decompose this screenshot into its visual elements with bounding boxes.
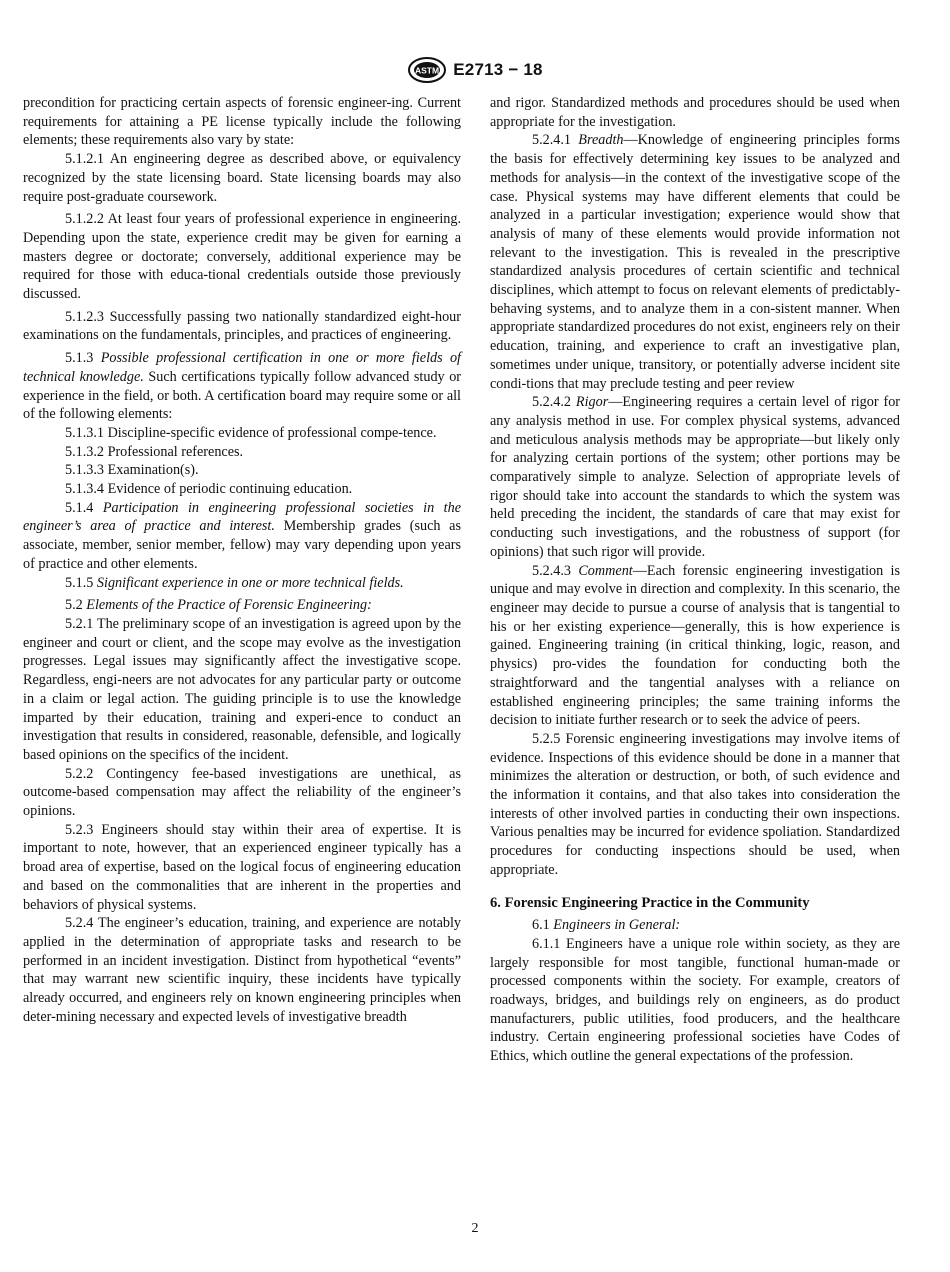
- paragraph-6-1: 6.1 Engineers in General:: [532, 917, 681, 934]
- heading-6-1: Engineers in General:: [553, 917, 681, 934]
- page-header: [0, 56, 950, 84]
- paragraph: precondition for practicing certain aspects of forensic engineer-ing. Current requirements for attaining a PE license typically include the following elements; these requirements also vary by state:: [23, 95, 461, 149]
- paragraph-5-1-3-4: 5.1.3.4 Evidence of periodic continuing education.: [65, 481, 353, 498]
- paragraph-5-2-4: 5.2.4 The engineer’s education, training, and experience are notably applied in the determination of appropriate tasks and research to be performed in an incident investigation. Distinct from hypothetical “events” that may warrant new scientific inquiry, these incidents have typically already occurred, and engineers rely on known engineering principles when deter-mining necessary and expected levels of investigative breadth: [23, 915, 461, 1025]
- paragraph-5-1-5: 5.1.5 Significant experience in one or more technical fields.: [65, 574, 404, 591]
- paragraph-5-1-2-2: 5.1.2.2 At least four years of professional experience in engineering. Depending upon the state, experience credit may be given for earning a masters degree or doctorate; conversely, additional experience may be required for those with educa-tional credentials outside those previously discussed.: [23, 211, 461, 303]
- paragraph-5-2-5: 5.2.5 Forensic engineering investigations may involve items of evidence. Inspections of this evidence should be done in a manner that minimizes the alteration or destruction, or both, of such evidence and the information it contains, and that also takes into consideration the interests of other involved parties in conducting their own inspections. Various penalties may be incurred for evidence spoliation. Standardized procedures for conducting inspections should be used, when appropriate.: [490, 730, 900, 878]
- heading-breadth: Breadth: [578, 132, 624, 149]
- paragraph-5-2-4-1: 5.2.4.1 Breadth—Knowledge of engineering principles forms the basis for effectively determining key issues to be analyzed and methods for analysis—in the context of the investigative scope of the case. Physical systems may have different elements that could be analyzed in a particular investigation; experience would show that analysis of many of these elements would provide information not relevant to the investigation. This is revealed in the prescriptive standardized analysis procedures of certain scientific and technical disciplines, which attempt to focus on relevant elements of predictably-behaving systems, and to analyze them in a con-sistent manner. When appropriate standardized procedures do not exist, engineers rely on their education, training, and experience to craft an investigative plan, sometimes under unique, transitory, or potentially adverse incident site condi-tions that may preclude testing and peer review: [490, 132, 900, 392]
- paragraph-5-1-2-3: 5.1.2.3 Successfully passing two nationally standardized eight-hour examinations on the fundamentals, principles, and practices of engineering.: [23, 308, 461, 344]
- section-heading: 6. Forensic Engineering Practice in the Community: [490, 894, 810, 911]
- heading-comment: Comment: [578, 562, 633, 579]
- paragraph-5-2-2: 5.2.2 Contingency fee-based investigations are unethical, as outcome-based compensation may affect the reliability of the engineer’s opinions.: [23, 765, 461, 820]
- paragraph-5-2: 5.2 Elements of the Practice of Forensic Engineering:: [65, 597, 372, 614]
- paragraph-5-2-1: 5.2.1 The preliminary scope of an investigation is agreed upon by the engineer and court or client, and the scope may evolve as the investigation progresses. Legal issues may significantly affect the investigative scope. Regardless, engi-neers are not advocates for any particular party or outcome in a claim or legal action. The guiding principle is to use the knowledge imparted by their education, training and experi-ence to conduct an investigation that results in considered, reasonable, defensible, and logically based opinions on the specifics of the incident.: [23, 615, 461, 763]
- paragraph: and rigor. Standardized methods and procedures should be used when appropriate for the investigation.: [490, 95, 900, 130]
- heading-5-2: Elements of the Practice of Forensic Engineering:: [86, 597, 372, 614]
- page-number: 2: [471, 1221, 479, 1236]
- logo-text: ASTM: [415, 65, 440, 76]
- right-column: [490, 94, 900, 1066]
- left-column: [23, 94, 461, 1026]
- paragraph-5-1-2-1: 5.1.2.1 An engineering degree as described above, or equivalency recognized by the state licensing board. State licensing boards may also require post-graduate coursework.: [23, 151, 461, 205]
- paragraph-5-2-3: 5.2.3 Engineers should stay within their area of expertise. It is important to note, however, that an experienced engineer typically has a broad area of expertise, based on the logical focus of engineering education and based on the commonalities that are inherent in the properties and behaviors of physical systems.: [23, 821, 461, 913]
- heading-5-1-3: Possible professional certification in one or more fields of technical knowledge.: [23, 350, 462, 385]
- paragraph-5-1-3-1: 5.1.3.1 Discipline-specific evidence of professional compe-tence.: [65, 424, 437, 441]
- paragraph-5-1-4: 5.1.4 Participation in engineering professional societies in the engineer’s area of practice and interest. Membership grades (such as associate, member, senior member, fellow) may vary depending upon years of practice and other elements.: [23, 499, 462, 572]
- paragraph-5-2-4-2: 5.2.4.2 Rigor—Engineering requires a certain level of rigor for any analysis method in use. For complex physical systems, advanced and meticulous analysis methods may be appropriate—but likely only for analyzing certain portions of the system; other portions may be comparatively simple to analyze. Selection of appropriate levels of rigor should take into account the standards to which the system was held preceding the incident, the standards of care that may exist for conducting such investigations, and the robustness of support (for opinions) that such rigor will provide.: [490, 394, 901, 560]
- heading-5-1-4: Participation in engineering professional societies in the engineer’s area of practice and interest.: [23, 499, 462, 535]
- paragraph-5-2-4-3: 5.2.4.3 Comment—Each forensic engineering investigation is unique and may evolve in direction and complexity. In this scenario, the engineer may decide to pursue a course of analysis that is tangential to his or her existing experience—generally, this is how experience is gained. Engineering training (in critical thinking, logic, reason, and physics) pro-vides the foundation for conducting both the straightforward and the tangential analyses with a reliance on established engineering principles; the same training informs the decision to initiate further research or to seek the advice of peers.: [490, 562, 900, 729]
- standard-designation: E2713 − 18: [453, 60, 543, 79]
- heading-rigor: Rigor: [575, 394, 609, 411]
- paragraph-5-1-3-3: 5.1.3.3 Examination(s).: [65, 462, 199, 479]
- paragraph-6-1-1: 6.1.1 Engineers have a unique role within society, as they are largely responsible for most tangible, functional human-made or processed components within the society. For example, creators of roadways, bridges, and buildings rely on engineers, as do product manufacturers, public utilities, food producers, and the healthcare industry. Certain engineering professional societies have Codes of Ethics, which outline the general expectations of the profession.: [490, 935, 900, 1065]
- heading-5-1-5: Significant experience in one or more technical fields.: [96, 574, 404, 591]
- astm-logo-icon: [407, 56, 447, 84]
- paragraph-5-1-3-2: 5.1.3.2 Professional references.: [65, 443, 244, 460]
- paragraph-5-1-3: 5.1.3 Possible professional certification in one or more fields of technical knowledge. Such certifications typically follow advanced study or experience in the field, or both. A certification board may require some or all of the following elements:: [23, 350, 462, 423]
